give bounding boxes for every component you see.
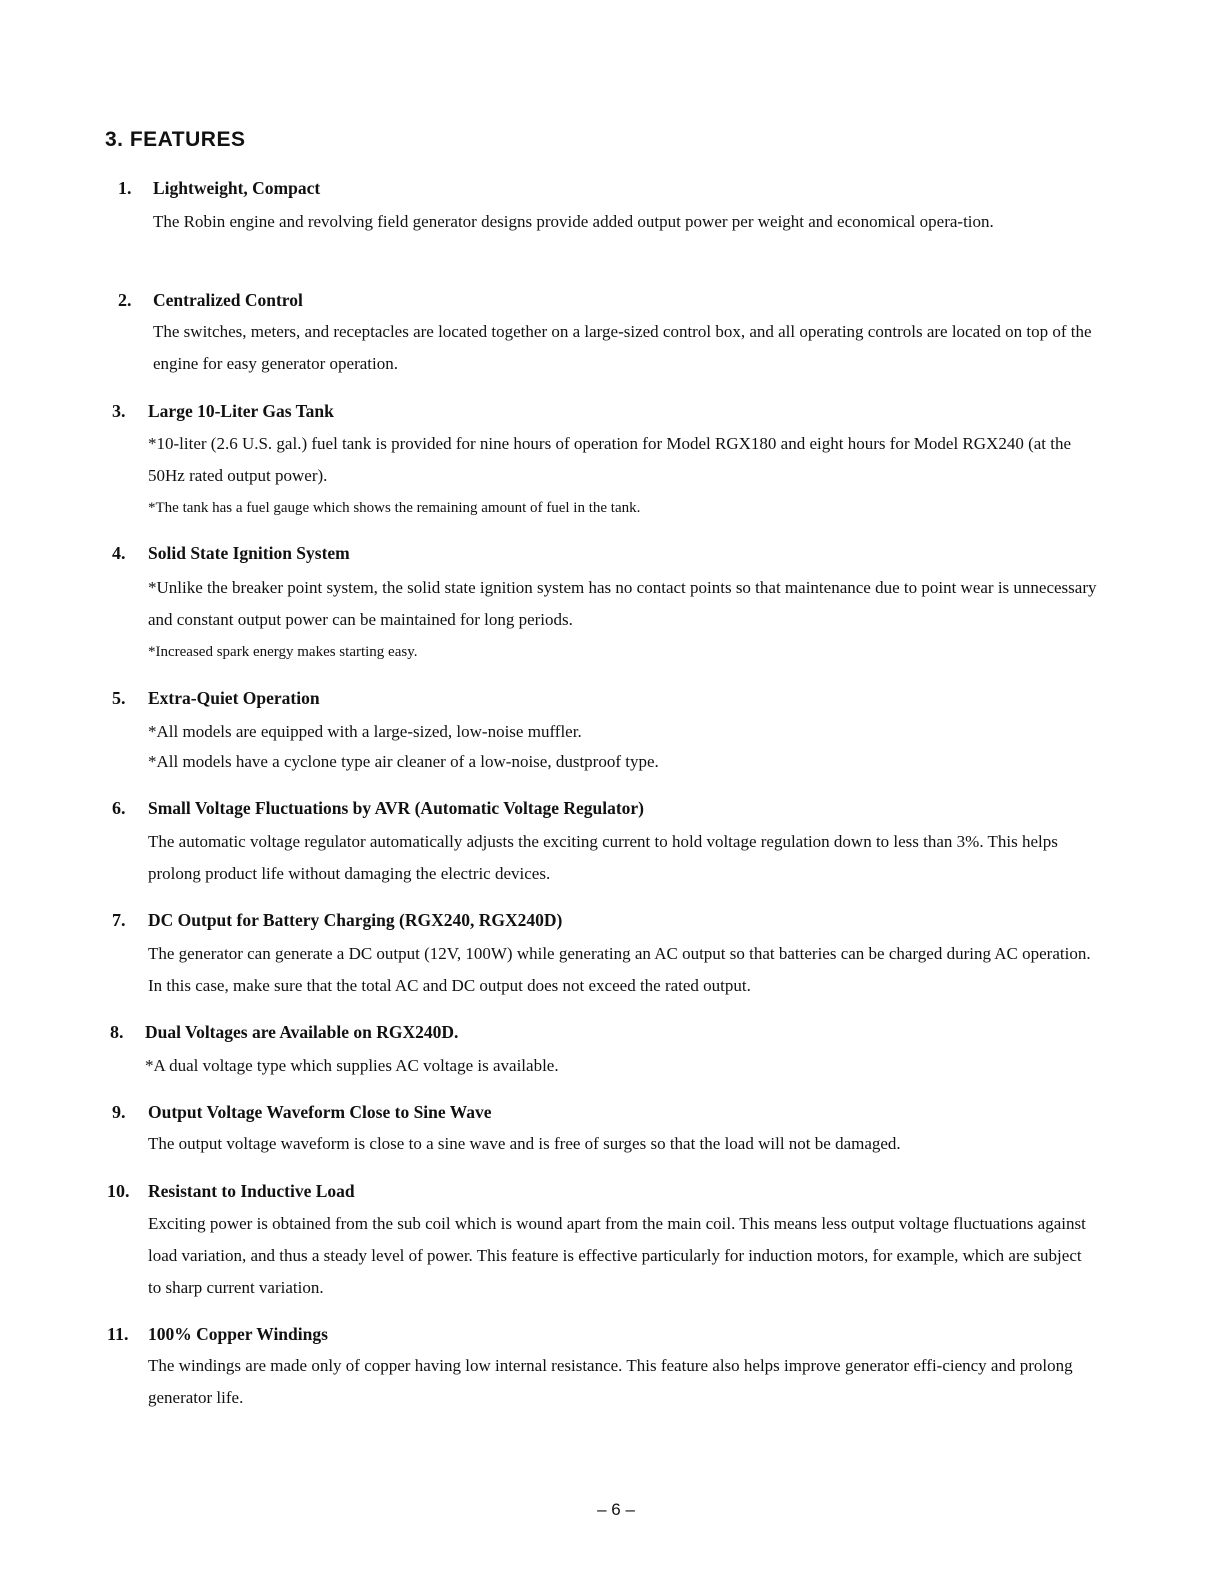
feature-body: The generator can generate a DC output (12V, 100W) while generating an AC output so that batteries can be charged during AC operation. In this case, make sure that the total AC and DC output does not exceed the rated output. — [148, 944, 1091, 995]
feature-number: 7. — [112, 910, 126, 930]
feature-number: 11. — [107, 1324, 129, 1344]
feature-number: 1. — [118, 178, 132, 198]
feature-body: The switches, meters, and receptacles are located together on a large-sized control box, and all operating controls are located on top of the engine for easy generator operation. — [153, 322, 1092, 373]
feature-heading: Solid State Ignition System — [148, 543, 350, 563]
feature-heading: Lightweight, Compact — [153, 178, 321, 198]
feature-heading: Small Voltage Fluctuations by AVR (Automatic Voltage Regulator) — [148, 798, 645, 818]
page-number: – 6 – — [597, 1500, 635, 1519]
feature-number: 8. — [110, 1022, 124, 1042]
feature-heading: Resistant to Inductive Load — [148, 1181, 355, 1201]
feature-body: The automatic voltage regulator automatically adjusts the exciting current to hold voltage regulation down to less than 3%. This helps prolong product life without damaging the electric devices. — [148, 832, 1058, 883]
feature-bullet: *All models are equipped with a large-sized, low-noise muffler. — [148, 722, 582, 741]
feature-body: The windings are made only of copper having low internal resistance. This feature also helps improve generator effi-ciency and prolong generator life. — [148, 1356, 1073, 1407]
feature-number: 3. — [112, 401, 126, 421]
feature-heading: Large 10-Liter Gas Tank — [148, 401, 334, 421]
feature-number: 4. — [112, 543, 126, 563]
feature-number: 10. — [107, 1181, 130, 1201]
feature-body: Exciting power is obtained from the sub coil which is wound apart from the main coil. This means less output voltage fluctuations against load variation, and thus a steady level of power. This feature is effective particularly for induction motors, for example, which are subject to sharp current variation. — [148, 1214, 1086, 1297]
feature-body: The Robin engine and revolving field generator designs provide added output power per weight and economical opera-tion. — [153, 212, 994, 231]
feature-number: 5. — [112, 688, 126, 708]
feature-heading: 100% Copper Windings — [148, 1324, 328, 1344]
feature-heading: DC Output for Battery Charging (RGX240, RGX240D) — [148, 910, 563, 930]
section-title: 3. FEATURES — [105, 128, 246, 151]
feature-bullet: *10-liter (2.6 U.S. gal.) fuel tank is provided for nine hours of operation for Model RGX180 and eight hours for Model RGX240 (at the 50Hz rated output power). — [148, 434, 1072, 485]
feature-bullet: *Unlike the breaker point system, the solid state ignition system has no contact points so that maintenance due to point wear is unnecessary and constant output power can be maintained for long periods. — [148, 578, 1097, 629]
feature-heading: Extra-Quiet Operation — [148, 688, 320, 708]
feature-bullet: *The tank has a fuel gauge which shows the remaining amount of fuel in the tank. — [148, 500, 641, 516]
feature-heading: Dual Voltages are Available on RGX240D. — [145, 1022, 459, 1042]
feature-number: 2. — [118, 290, 132, 310]
feature-number: 9. — [112, 1102, 126, 1122]
feature-heading: Centralized Control — [153, 290, 303, 310]
feature-body: The output voltage waveform is close to a sine wave and is free of surges so that the load will not be damaged. — [148, 1134, 901, 1153]
feature-heading: Output Voltage Waveform Close to Sine Wave — [148, 1102, 492, 1122]
feature-bullet: *A dual voltage type which supplies AC voltage is available. — [145, 1056, 559, 1075]
feature-number: 6. — [112, 798, 126, 818]
feature-bullet: *All models have a cyclone type air cleaner of a low-noise, dustproof type. — [148, 752, 659, 771]
feature-bullet: *Increased spark energy makes starting easy. — [148, 644, 418, 660]
